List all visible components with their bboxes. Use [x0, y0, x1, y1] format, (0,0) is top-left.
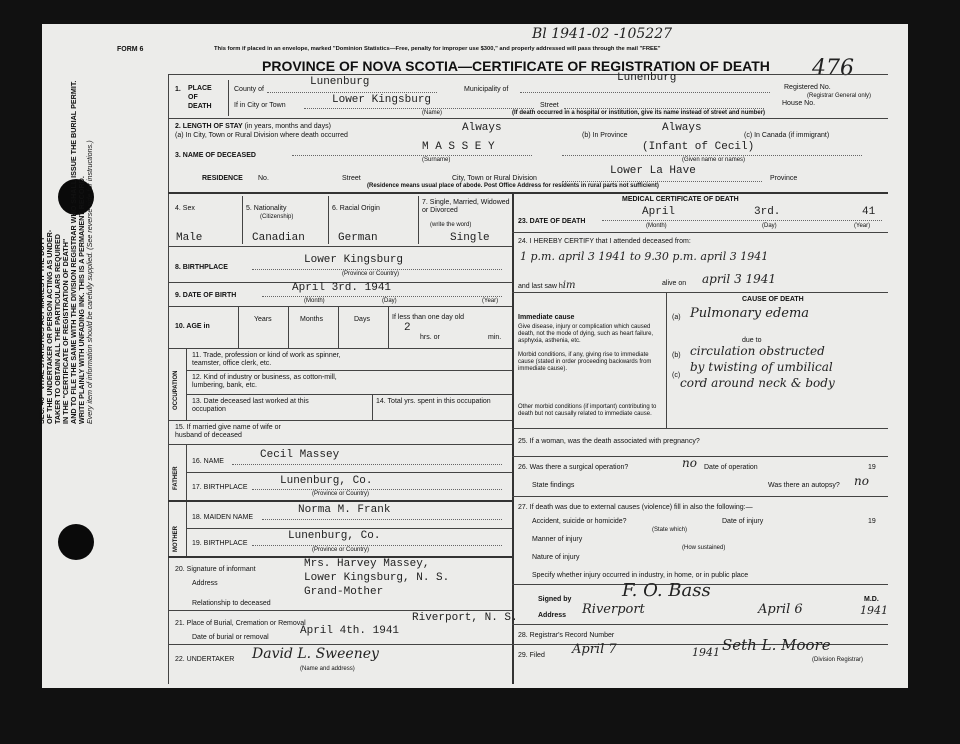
marital-note: (write the word) — [430, 222, 472, 228]
q20: 20. Signature of informant — [175, 566, 256, 573]
cause-a: (a) — [672, 314, 681, 321]
informant-address: Lower Kingsburg, N. S. — [304, 572, 450, 584]
informant-address-label: Address — [192, 580, 218, 587]
sex-label: 4. Sex — [175, 205, 195, 212]
division-registrar: (Division Registrar) — [812, 657, 864, 663]
cause-c1: by twisting of umbilical — [690, 360, 833, 374]
registered-note: (Registrar General only) — [807, 93, 872, 99]
burial-place: Riverport, N. S. — [412, 612, 518, 624]
sign-year: 1941 — [860, 604, 888, 617]
place-num: 1. — [175, 86, 181, 93]
mail-notice: This form if placed in an envelope, marked "Dominion Statistics—Free, penalty for improper use $300," and properly addressed will pass through the mail "FREE" — [214, 46, 661, 52]
how-sustained: (How sustained) — [682, 545, 726, 551]
dob-year: (Year) — [482, 298, 499, 304]
relation-label: Relationship to deceased — [192, 600, 271, 607]
side-instructions: SEC. 46—VITAL STATISTICS ACT MAKES IT THE DUTY OF THE UNDERTAKER OR PERSON ACTING AS UNDER- TAKER TO OBTAIN ALL THE PARTICULARS REQUIRED IN THE "CERTIFICATE OF REGISTRATION OF DEATH" AND TO FILE THE SAME WITH THE DIVISION REGISTRAR WHO SHALL ISSUE THE BURIAL PERMIT. WRITE PLAINLY WITH UNFADING INK. THIS IS A PERMANENT RECORD. Every item of information should be carefully supplied. (See reverse side for instructions.) — [37, 80, 94, 424]
deceased-surname: M A S S E Y — [422, 141, 495, 153]
state-which: (State which) — [652, 527, 688, 533]
stay-b-value: Always — [662, 122, 702, 134]
medical-header: MEDICAL CERTIFICATE OF DEATH — [622, 196, 739, 203]
immediate-note: Give disease, injury or complication which caused death, not the mode of dying, such as heart failure, asphyxia, asthenia, etc. — [518, 324, 654, 344]
dob-day: (Day) — [382, 298, 397, 304]
residence-street: Street — [342, 175, 361, 182]
nationality-label: 5. Nationality — [246, 205, 287, 212]
dob-label: 9. DATE OF BIRTH — [175, 292, 237, 299]
mother-birthplace: Lunenburg, Co. — [288, 530, 381, 542]
death-day: 3rd. — [754, 206, 781, 218]
birthplace-note: (Province or Country) — [342, 271, 400, 277]
stay-a-label: (a) In City, Town or Rural Division where death occurred — [175, 132, 348, 139]
house-label: House No. — [782, 100, 816, 107]
q21: 21. Place of Burial, Cremation or Removal — [175, 620, 306, 627]
days-label: Days — [354, 316, 370, 323]
dob-value: April 3rd. 1941 — [292, 282, 392, 294]
occupation-side: OCCUPATION — [173, 370, 179, 410]
cause-header: CAUSE OF DEATH — [742, 296, 804, 303]
immediate-cause: Pulmonary edema — [690, 306, 810, 321]
doctor-address-label: Address — [538, 612, 567, 619]
q22: 22. UNDERTAKER — [175, 656, 235, 663]
registered-label: Registered No. — [784, 84, 831, 91]
street-label: Street — [540, 102, 559, 109]
years-label: Years — [254, 316, 272, 323]
q12: 12. Kind of industry or business, as cotton-mill, lumbering, bank, etc. — [192, 374, 337, 389]
given-note: (Given name or names) — [682, 157, 746, 163]
birthplace-value: Lower Kingsburg — [304, 254, 404, 266]
cause-c-label: (c) — [672, 372, 681, 379]
doctor-address: Riverport — [582, 602, 645, 617]
less-day-label: If less than one day old — [392, 314, 464, 321]
autopsy-value: no — [854, 474, 869, 488]
q15: 15. If married give name of wife or husband of deceased — [175, 424, 281, 439]
q14: 14. Total yrs. spent in this occupation — [376, 398, 491, 405]
year-l: (Year) — [854, 223, 871, 229]
q27: 27. If death was due to external causes (violence) fill in also the following:— — [518, 504, 753, 511]
date-op-label: Date of operation — [704, 464, 758, 471]
death-certificate — [37, 24, 908, 688]
hrs-value: 2 — [404, 322, 411, 334]
deceased-given: (Infant of Cecil) — [642, 141, 755, 153]
mother-pc: (Province or Country) — [312, 547, 370, 553]
day-l: (Day) — [762, 223, 777, 229]
dob-month: (Month) — [304, 298, 325, 304]
informant-relation: Grand-Mother — [304, 586, 384, 598]
residence-label: RESIDENCE — [202, 175, 243, 182]
last-saw-label: and last saw him — [518, 280, 576, 291]
cause-b: circulation obstructed — [690, 344, 825, 358]
birthplace-label: 8. BIRTHPLACE — [175, 264, 228, 271]
state-findings: State findings — [532, 482, 575, 489]
municipality-label: Municipality of — [464, 86, 509, 93]
undertaker-signature: David L. Sweeney — [252, 646, 379, 662]
q16: 16. NAME — [192, 458, 224, 465]
morbid-label: Morbid conditions, if any, giving rise to immediate cause (stated in order proceeding backwards from immediate cause). — [518, 352, 652, 372]
immediate-label: Immediate cause — [518, 314, 575, 321]
death-month: April — [642, 206, 676, 218]
place-label: PLACE OF DEATH — [188, 85, 212, 110]
registrar-signature: Seth L. Moore — [722, 636, 831, 654]
nationality-value: Canadian — [252, 232, 305, 244]
other-label: Other morbid conditions (if important) contributing to death but not causally related to immediate cause. — [518, 404, 657, 417]
sign-date: April 6 — [758, 602, 803, 617]
residence-note: (Residence means usual place of abode. Post Office Address for residents in rural parts not sufficient) — [367, 183, 659, 189]
city-label: If in City or Town — [234, 102, 286, 109]
mother-name: Norma M. Frank — [298, 504, 391, 516]
q26: 26. Was there a surgical operation? — [518, 464, 629, 471]
op-year: 19 — [868, 464, 876, 471]
marital-value: Single — [450, 232, 490, 244]
stay-a-value: Always — [462, 122, 502, 134]
father-birthplace: Lunenburg, Co. — [280, 475, 373, 487]
signed-by-label: Signed by — [538, 596, 572, 603]
father-name: Cecil Massey — [260, 449, 340, 461]
q23: 23. DATE OF DEATH — [518, 218, 586, 225]
q11: 11. Trade, profession or kind of work as spinner, teamster, office clerk, etc. — [192, 352, 341, 367]
page-number: 476 — [812, 56, 854, 81]
filed-date: April 7 — [572, 642, 617, 657]
reference-number: Bl 1941-02 -105227 — [532, 26, 673, 42]
death-year: 41 — [862, 206, 876, 218]
injury-year: 19 — [868, 518, 876, 525]
informant-name: Mrs. Harvey Massey, — [304, 558, 430, 570]
q24: 24. I HEREBY CERTIFY that I attended deceased from: — [518, 238, 691, 245]
q13: 13. Date deceased last worked at this occupation — [192, 398, 309, 413]
deceased-label: 3. NAME OF DECEASED — [175, 152, 256, 159]
specify-label: Specify whether injury occurred in industry, in home, or in public place — [532, 572, 749, 579]
manner-label: Manner of injury — [532, 536, 583, 543]
doctor-signature: F. O. Bass — [622, 580, 711, 601]
cause-c2: cord around neck & body — [680, 376, 835, 390]
father-pc: (Province or Country) — [312, 491, 370, 497]
min-label: min. — [488, 334, 502, 341]
nature-label: Nature of injury — [532, 554, 580, 561]
month-l: (Month) — [646, 223, 667, 229]
q28: 28. Registrar's Record Number — [518, 632, 615, 639]
sex-value: Male — [176, 232, 203, 244]
municipality-value: Lunenburg — [617, 72, 677, 84]
q17: 17. BIRTHPLACE — [192, 484, 248, 491]
mother-side: MOTHER — [173, 526, 179, 552]
father-side: FATHER — [173, 466, 179, 490]
marital-label: 7. Single, Married, Widowed or Divorced — [422, 199, 510, 214]
q18: 18. MAIDEN NAME — [192, 514, 254, 521]
q25: 25. If a woman, was the death associated with pregnancy? — [518, 438, 700, 445]
form-number: FORM 6 — [117, 46, 144, 53]
age-label: 10. AGE in — [175, 323, 210, 330]
q19: 19. BIRTHPLACE — [192, 540, 248, 547]
residence-city-label: City, Town or Rural Division — [452, 175, 537, 182]
alive-on: april 3 1941 — [702, 272, 777, 286]
racial-label: 6. Racial Origin — [332, 205, 380, 212]
city-value: Lower Kingsburg — [332, 94, 432, 106]
burial-date-label: Date of burial or removal — [192, 634, 269, 641]
county-label: County of — [234, 86, 264, 93]
name-note: (Name) — [422, 110, 443, 116]
accident-label: Accident, suicide or homicide? — [532, 518, 627, 525]
nationality-note: (Citizenship) — [260, 214, 294, 220]
md-label: M.D. — [864, 596, 879, 603]
surgical-value: no — [682, 456, 697, 470]
due-to: due to — [742, 337, 762, 344]
q29: 29. Filed — [518, 652, 545, 659]
hospital-note: (If death occurred in a hospital or institution, give its name instead of street and number) — [512, 110, 766, 116]
racial-value: German — [338, 232, 378, 244]
cause-b-label: (b) — [672, 352, 681, 359]
alive-label: alive on — [662, 280, 687, 287]
punch-hole — [58, 524, 94, 560]
autopsy-label: Was there an autopsy? — [768, 482, 840, 489]
attended-dates: 1 p.m. april 3 1941 to 9.30 p.m. april 3 1941 — [520, 250, 769, 263]
stay-c-label: (c) In Canada (if immigrant) — [744, 132, 830, 139]
residence-province: Province — [770, 175, 798, 182]
months-label: Months — [300, 316, 323, 323]
burial-date: April 4th. 1941 — [300, 625, 400, 637]
residence-no: No. — [258, 175, 269, 182]
county-value: Lunenburg — [310, 76, 370, 88]
residence-city: Lower La Have — [610, 165, 696, 177]
certificate-title: PROVINCE OF NOVA SCOTIA—CERTIFICATE OF REGISTRATION OF DEATH — [262, 58, 770, 74]
surname-note: (Surname) — [422, 157, 451, 163]
filed-year: 1941 — [692, 646, 720, 659]
stay-label: 2. LENGTH OF STAY (in years, months and days) — [175, 123, 331, 130]
date-injury-label: Date of injury — [722, 518, 764, 525]
stay-b-label: (b) In Province — [582, 132, 628, 139]
undertaker-note: (Name and address) — [300, 666, 355, 672]
hrs-label: hrs. or — [420, 334, 440, 341]
